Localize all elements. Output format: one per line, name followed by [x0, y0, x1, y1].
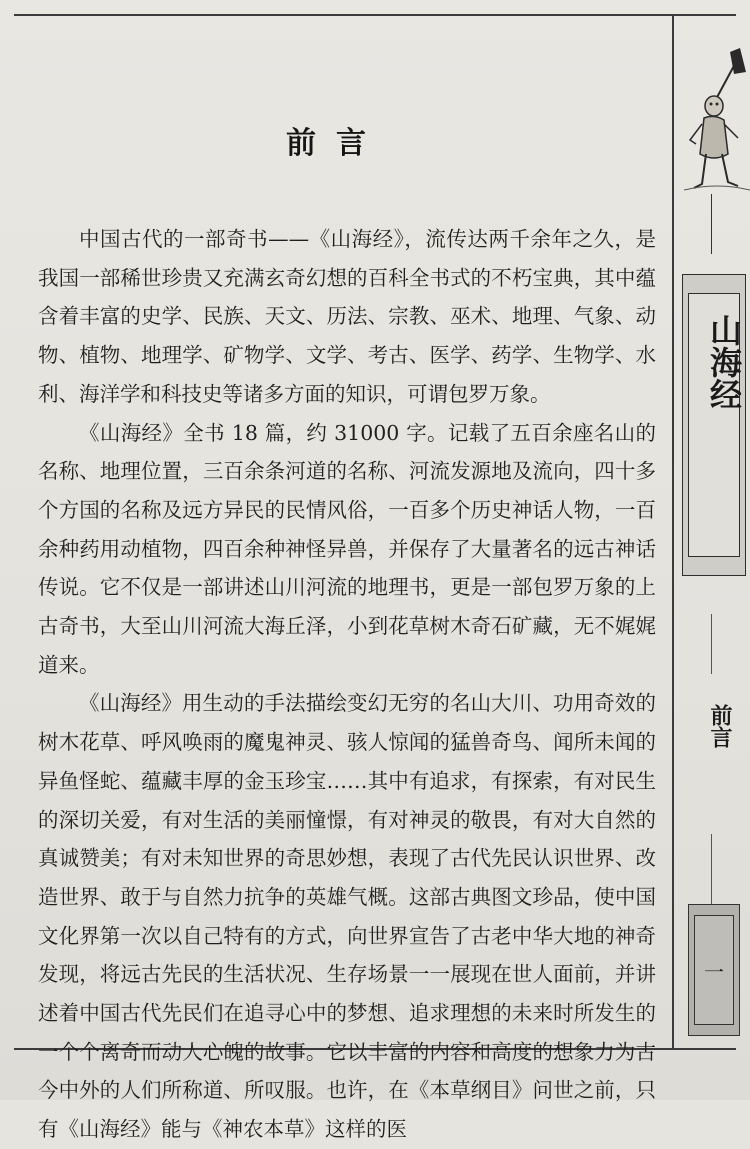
page-title: 前言 — [286, 126, 386, 161]
paragraph: 中国古代的一部奇书——《山海经》，流传达两千余年之久，是我国一部稀世珍贵又充满玄奇幻想的百科全书式的不朽宝典，其中蕴含着丰富的史学、民族、天文、历法、宗教、巫术、地理、气象、动物、植物、地理学、矿物学、文学、考古、医学、药学、生物学、水利、海洋学和科技史等诸多方面的知识，可谓包罗万象。 — [38, 227, 656, 406]
hanger-line — [711, 194, 712, 254]
chapter-label: 前言 — [707, 704, 733, 748]
chapter-divider-line-lower — [711, 834, 712, 904]
body-text — [38, 220, 656, 1149]
paragraph: 《山海经》全书 18 篇，约 31000 字。记载了五百余座名山的名称、地理位置，三百余条河道的名称、河流发源地及流向，四十多个方国的名称及远方异民的民情风俗，一百多个历史神话人物，一百余种药用动植物，四百余种神怪异兽，并保存了大量著名的远古神话传说。它不仅是一部讲述山川河流的地理书，更是一部包罗万象的上古奇书，大至山川河流大海丘泽，小到花草树木奇石矿藏，无不娓娓道来。 — [38, 420, 656, 677]
sidebar — [674, 14, 750, 1050]
top-border-rule — [14, 14, 736, 16]
mythical-figure-illustration — [684, 44, 750, 194]
chapter-divider-line — [711, 614, 712, 674]
paragraph: 《山海经》用生动的手法描绘变幻无穷的名山大川、功用奇效的树木花草、呼风唤雨的魔鬼神灵、骇人惊闻的猛兽奇鸟、闻所未闻的异鱼怪蛇、蕴藏丰厚的金玉珍宝……其中有追求，有探索，有对民生的深切关爱，有对生活的美丽憧憬，有对神灵的敬畏，有对大自然的真诚赞美；有对未知世界的奇思妙想，表现了古代先民认识世界、改造世界、敢于与自然力抗争的英雄气概。这部古典图文珍品，使中国文化界第一次以自己特有的方式，向世界宣告了古老中华大地的神奇发现，将远古先民的生活状况、生存场景一一展现在世人面前，并讲述着中国古代先民们在追寻心中的梦想、追求理想的未来时所发生的一个个离奇而动人心魄的故事。它以丰富的内容和高度的想象力为古今中外的人们所称道、所叹服。也许，在《本草纲目》问世之前，只有《山海经》能与《神农本草》这样的医 — [38, 691, 656, 1142]
book-title: 山海经 — [705, 314, 743, 410]
page-number: 一 — [694, 915, 734, 1025]
page-number-frame — [688, 904, 740, 1036]
